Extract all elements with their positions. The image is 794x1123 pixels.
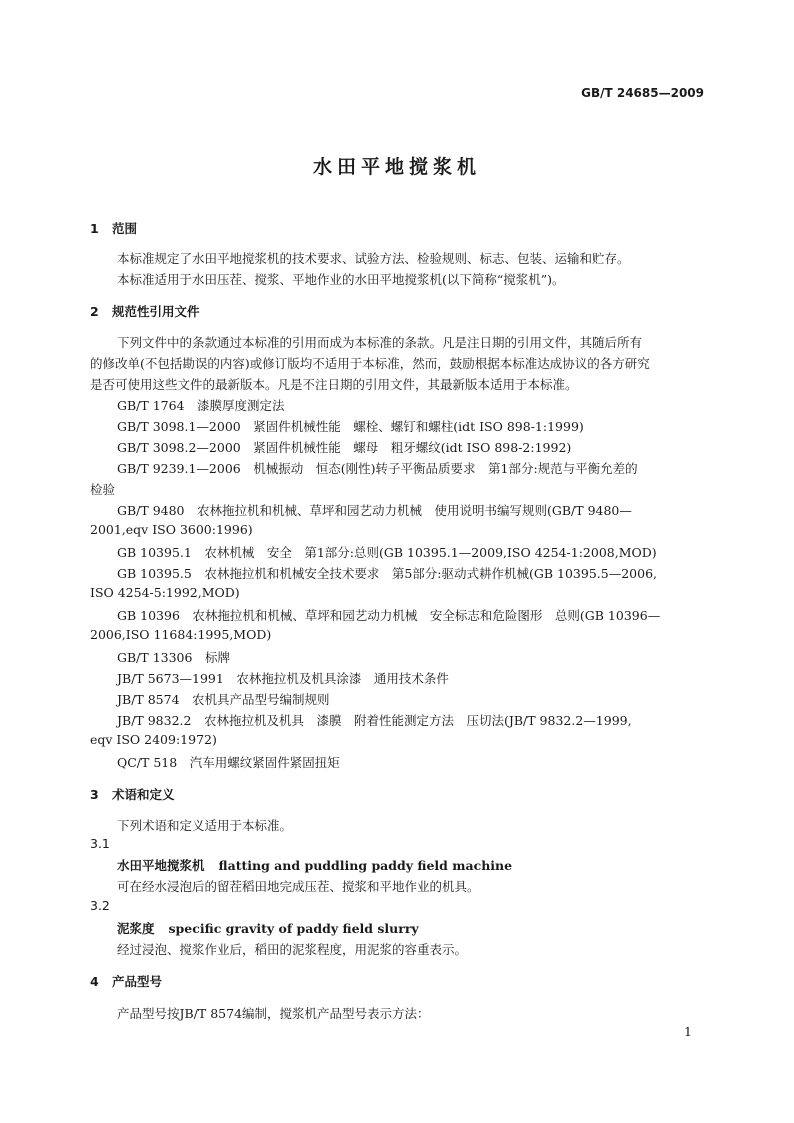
- section-number: 3: [90, 787, 99, 802]
- page-number: 1: [684, 1024, 692, 1039]
- term-chinese: 水田平地搅浆机: [117, 858, 205, 873]
- reference-item: GB 10395.1 农林机械 安全 第1部分:总则(GB 10395.1—2009,ISO 4254-1:2008,MOD): [117, 545, 657, 560]
- section-1-heading: [90, 219, 137, 237]
- reference-item: GB/T 1764 漆膜厚度测定法: [117, 398, 285, 413]
- section-title: 术语和定义: [112, 787, 175, 802]
- section-number: 1: [90, 221, 99, 236]
- reference-item: GB/T 9239.1—2006 机械振动 恒态(刚性)转子平衡品质要求 第1部分:规范与平衡允差的: [117, 461, 638, 476]
- paragraph: 本标准规定了水田平地搅浆机的技术要求、试验方法、检验规则、标志、包装、运输和贮存。: [117, 251, 630, 266]
- term-number: 3.2: [90, 898, 110, 913]
- reference-item: GB/T 9480 农林拖拉机和机械、草坪和园艺动力机械 使用说明书编写规则(GB/T 9480—: [117, 503, 632, 518]
- section-title: 规范性引用文件: [112, 304, 200, 319]
- reference-item-continued: eqv ISO 2409:1972): [90, 732, 217, 747]
- reference-item: JB/T 9832.2 农林拖拉机及机具 漆膜 附着性能测定方法 压切法(JB/T 9832.2—1999,: [117, 713, 632, 728]
- document-title: 水田平地搅浆机: [312, 156, 481, 178]
- term-english: specific gravity of paddy field slurry: [168, 921, 419, 936]
- section-number: 4: [90, 974, 99, 989]
- paragraph: 产品型号按JB/T 8574编制，搅浆机产品型号表示方法：: [117, 1006, 430, 1021]
- section-3-heading: [90, 785, 175, 803]
- reference-item: GB/T 3098.1—2000 紧固件机械性能 螺栓、螺钉和螺柱(idt ISO 898-1:1999): [117, 419, 584, 434]
- reference-item-continued: 2001,eqv ISO 3600:1996): [90, 522, 253, 537]
- standard-number: GB/T 24685—2009: [581, 86, 704, 100]
- reference-item-continued: 2006,ISO 11684:1995,MOD): [90, 627, 272, 642]
- reference-item: QC/T 518 汽车用螺纹紧固件紧固扭矩: [117, 755, 340, 770]
- reference-item: GB/T 3098.2—2000 紧固件机械性能 螺母 粗牙螺纹(idt ISO 898-2:1992): [117, 440, 572, 455]
- section-title: 产品型号: [112, 974, 163, 989]
- reference-item: GB 10396 农林拖拉机和机械、草坪和园艺动力机械 安全标志和危险图形 总则(GB 10396—: [117, 608, 661, 623]
- term-title: [117, 856, 512, 874]
- term-chinese: 泥浆度: [117, 921, 155, 936]
- section-number: 2: [90, 304, 99, 319]
- reference-item: JB/T 5673—1991 农林拖拉机及机具涂漆 通用技术条件: [117, 671, 449, 686]
- paragraph: 的修改单(不包括勘误的内容)或修订版均不适用于本标准，然而，鼓励根据本标准达成协议的各方研究: [90, 356, 650, 371]
- term-title: [117, 919, 419, 937]
- section-title: 范围: [112, 221, 138, 236]
- reference-item-continued: 检验: [90, 482, 116, 497]
- paragraph: 本标准适用于水田压茬、搅浆、平地作业的水田平地搅浆机(以下简称“搅浆机”)。: [117, 272, 565, 287]
- reference-item: GB 10395.5 农林拖拉机和机械安全技术要求 第5部分:驱动式耕作机械(GB 10395.5—2006,: [117, 566, 657, 581]
- paragraph: 下列文件中的条款通过本标准的引用而成为本标准的条款。凡是注日期的引用文件，其随后所有: [117, 335, 643, 350]
- paragraph: 是否可使用这些文件的最新版本。凡是不注日期的引用文件，其最新版本适用于本标准。: [90, 377, 578, 392]
- term-definition: 可在经水浸泡后的留茬稻田地完成压茬、搅浆和平地作业的机具。: [117, 879, 480, 894]
- paragraph: 下列术语和定义适用于本标准。: [117, 818, 293, 833]
- term-english: flatting and puddling paddy field machine: [218, 858, 513, 873]
- section-2-heading: [90, 302, 200, 320]
- reference-item: GB/T 13306 标牌: [117, 650, 230, 665]
- term-definition: 经过浸泡、搅浆作业后，稻田的泥浆程度，用泥浆的容重表示。: [117, 942, 468, 957]
- term-number: 3.1: [90, 836, 110, 851]
- reference-item-continued: ISO 4254-5:1992,MOD): [90, 585, 240, 600]
- reference-item: JB/T 8574 农机具产品型号编制规则: [117, 692, 330, 707]
- section-4-heading: [90, 972, 162, 990]
